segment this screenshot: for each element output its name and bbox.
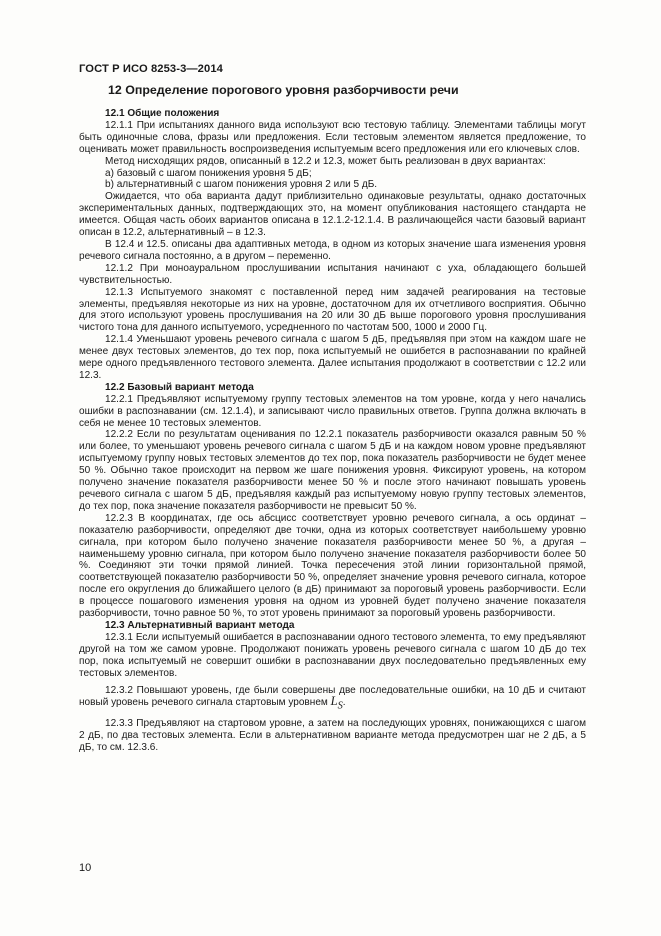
paragraph-12-2-1: 12.2.1 Предъявляют испытуемому группу тестовых элементов на том уровне, когда у него начались ошибки в распознавании (см. 12.1.4), и записывают число правильных ответов. Группа должна включать в себя не менее 10 тестовых элементов. [79,393,586,429]
subsection-heading-12-2: 12.2 Базовый вариант метода [105,381,254,393]
page-number: 10 [79,862,92,874]
list-item-b: b) альтернативный с шагом понижения уровня 2 или 5 дБ. [105,179,378,191]
paragraph-12-1-4: 12.1.4 Уменьшают уровень речевого сигнала с шагом 5 дБ, предъявляя при этом на каждом шаге не менее двух тестовых элементов, до тех пор, пока испытуемый не ошибется в распознавании по крайней мере одного предъявленного тестового элемента. Далее испытания продолжают в соответствии с 12.2 или 12.3. [79,334,586,381]
list-item-a: а) базовый с шагом понижения уровня 5 дБ; [105,167,312,179]
subsection-heading-12-1: 12.1 Общие положения [105,108,220,119]
start-level-symbol [330,694,343,712]
subsection-heading-12-3: 12.3 Альтернативный вариант метода [105,619,295,631]
paragraph-12-1-3: 12.1.3 Испытуемого знакомят с поставленной перед ним задачей реагирования на тестовые элементы, предъявляя некоторые из них на уровне, достаточном для их отчетливого восприятия. Обычно для этого используют уровень прослушивания на 20 или 30 дБ выше порогового уровня прослушивания чистого тона для данного испытуемого, усредненного по частотам 500, 1000 и 2000 Гц. [79,286,586,334]
paragraph-12-3-3: 12.3.3 Предъявляют на стартовом уровне, а затем на последующих уровнях, понижающихся с шагом 2 дБ, по два тестовых элемента. Если в альтернативном варианте метода предусмотрен шаг не 2 дБ, а 5 дБ, то см. 12.3.6. [79,717,586,753]
paragraph-12-3-2-text: 12.3.2 Повышают уровень, где были совершены две последовательные ошибки, на 10 дБ и считают новый уровень речевого сигнала стартовым уровнем [79,684,586,709]
paragraph-12-3-1: 12.3.1 Если испытуемый ошибается в распознавании одного тестового элемента, то ему предъявляют другой на том же самом уровне. Продолжают понижать уровень речевого сигнала с шагом 10 дБ до тех пор, пока испытуемый не совершит ошибки в распознавании двух последовательно предъявленных ему тестовых элементов. [79,631,586,679]
standard-header: ГОСТ Р ИСО 8253-3—2014 [79,63,223,75]
paragraph-12-1-2: 12.1.2 При моноауральном прослушивании испытания начинают с уха, обладающего большей чувствительностью. [79,262,586,286]
section-title: 12 Определение порогового уровня разборчивости речи [108,83,459,97]
paragraph-method: Метод нисходящих рядов, описанный в 12.2 и 12.3, может быть реализован в двух вариантах: [105,155,546,167]
paragraph-12-2-2: 12.2.2 Если по результатам оценивания по 12.2.1 показатель разборчивости оказался равным 50 % или более, то уменьшают уровень речевого сигнала с шагом 5 дБ и на каждом новом уровне предъявляют испытуемому группу новых тестовых элементов до тех пор, пока показатель разборчивости не будет менее 50 %. Обычно такое происходит на первом же шаге понижения уровня. Фиксируют уровень, на котором получено значение показателя разборчивости менее 50 % и после этого начинают повышать уровень речевого сигнала с шагом 5 дБ, предъявляя каждый раз испытуемому новую группу тестовых элементов, до тех пор, пока значение показателя разборчивости не превысит 50 %. [79,429,586,512]
paragraph-12-3-2-end: . [342,697,346,709]
body-text [79,108,586,754]
paragraph-12-2-3: 12.2.3 В координатах, где ось абсцисс соответствует уровню речевого сигнала, а ось ординат – показателю разборчивости, определяют две точки, одна из которых соответствует наибольшему уровню сигнала, при котором было получено значение показателя разборчивости менее 50 %, а другая – наименьшему уровню сигнала, при котором было получено значение показателя разборчивости более 50 %. Соединяют эти точки прямой линией. Точка пересечения этой линии горизонтальной прямой, соответствующей показателю разборчивости 50 %, определяет значение уровня речевого сигнала, которое после его округления до ближайшего целого (в дБ) принимают за пороговый уровень разборчивости. Если в процессе пошагового изменения уровня на одном из уровней будет получено значение показателя разборчивости, точно равное 50 %, то этот уровень принимают за пороговый уровень разборчивости. [79,512,586,620]
start-level-symbol-subscript: S [337,700,343,712]
start-level-symbol-letter: L [330,694,338,709]
paragraph-adaptive: В 12.4 и 12.5. описаны два адаптивных метода, в одном из которых значение шага изменения уровня речевого сигнала постоянно, а в другом – переменно. [79,238,586,262]
paragraph-12-1-1: 12.1.1 При испытаниях данного вида используют всю тестовую таблицу. Элементами таблицы могут быть одиночные слова, фразы или предложения. Если тестовым элементом является предложение, то оценивать может правильность воспроизведения испытуемым всего предложения или его ключевых слов. [79,119,586,155]
paragraph-12-3-2 [79,685,586,713]
paragraph-expectation: Ожидается, что оба варианта дадут приблизительно одинаковые результаты, однако достаточных экспериментальных данных, подтверждающих это, на момент опубликования настоящего стандарта не имеется. Общая часть обоих вариантов описана в 12.1.2-12.1.4. В различающейся части базовый вариант описан в 12.2, альтернативный – в 12.3. [79,191,586,239]
